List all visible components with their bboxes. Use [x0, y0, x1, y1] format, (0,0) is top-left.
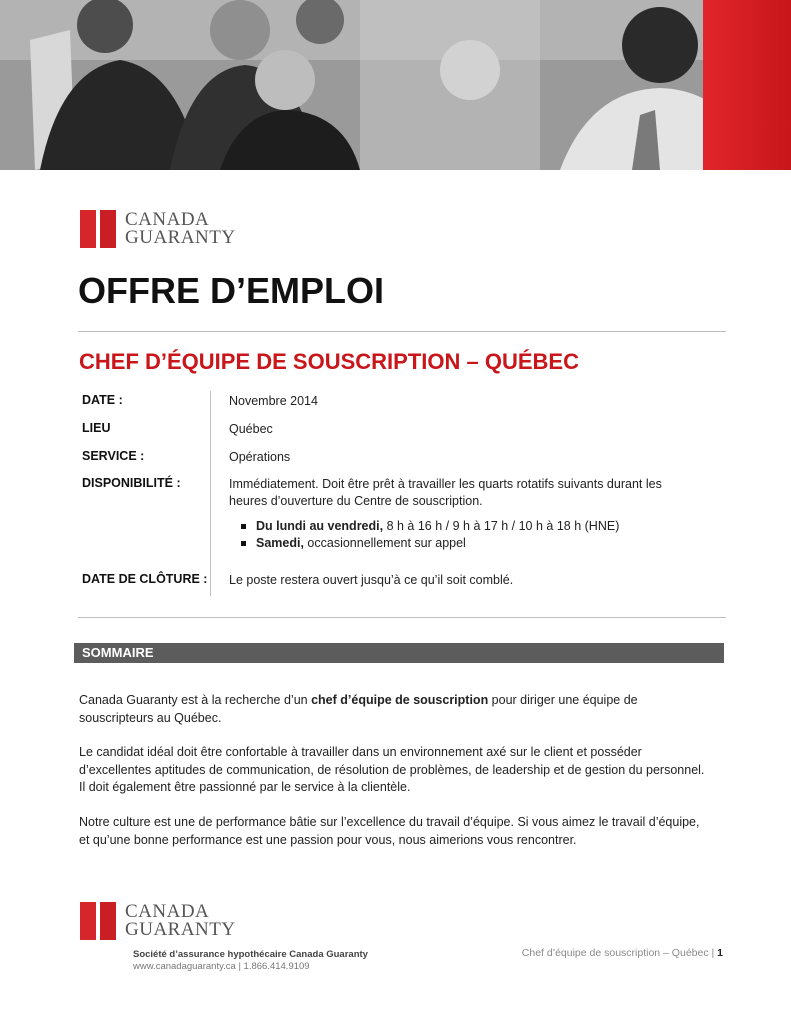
footer-logo-text-line1: CANADA	[125, 901, 210, 922]
schedule-item-weekdays: Du lundi au vendredi, 8 h à 16 h / 9 h à 17 h / 10 h à 18 h (HNE)	[229, 518, 709, 535]
page-title: OFFRE D’EMPLOI	[78, 270, 384, 311]
footer-company-name: Société d’assurance hypothécaire Canada Guaranty	[133, 949, 368, 960]
cloture-value: Le poste restera ouvert jusqu’à ce qu’il soit comblé.	[229, 573, 514, 587]
schedule-item-saturday: Samedi, occasionnellement sur appel	[229, 535, 709, 552]
footer-logo	[80, 902, 236, 940]
service-label: SERVICE :	[82, 449, 145, 463]
section-header-sommaire: SOMMAIRE	[74, 643, 724, 663]
logo-text-line2: GUARANTY	[125, 227, 236, 248]
footer-contact: www.canadaguaranty.ca | 1.866.414.9109	[133, 961, 310, 972]
job-title: CHEF D’ÉQUIPE DE SOUSCRIPTION – QUÉBEC	[79, 349, 579, 374]
lieu-value: Québec	[229, 422, 273, 436]
cloture-label: DATE DE CLÔTURE :	[82, 572, 208, 586]
service-value: Opérations	[229, 450, 291, 464]
logo-mark-icon	[80, 210, 116, 248]
company-logo	[80, 210, 236, 248]
date-label: DATE :	[82, 393, 123, 407]
summary-paragraph-1: Canada Guaranty est à la recherche d’un chef d’équipe de souscription pour diriger une équipe de souscripteurs au Québec.	[79, 693, 638, 725]
footer-page-label: Chef d’équipe de souscription – Québec | 1	[521, 947, 723, 959]
summary-paragraph-3: Notre culture est une de performance bâtie sur l’excellence du travail d’équipe. Si vous aimez le travail d’équipe, et qu’une bonne performance est une passion pour vous, nous aimerions vous rencontrer.	[79, 815, 700, 847]
disponibilite-label: DISPONIBILITÉ :	[82, 476, 181, 490]
footer-logo-mark-icon	[80, 902, 116, 940]
header-photo	[0, 0, 791, 170]
schedule-list	[229, 518, 709, 552]
lieu-label: LIEU	[82, 421, 111, 435]
disponibilite-value: Immédiatement. Doit être prêt à travailler les quarts rotatifs suivants durant les heures d’ouverture du Centre de souscription.	[229, 477, 662, 508]
logo-text-line1: CANADA	[125, 209, 210, 230]
divider-bottom	[78, 617, 726, 618]
divider-top	[78, 331, 726, 332]
office-team-photo-icon	[0, 0, 791, 170]
header-red-strip	[703, 0, 791, 170]
page-number: 1	[717, 947, 723, 959]
summary-paragraph-2: Le candidat idéal doit être confortable à travailler dans un environnement axé sur le client et posséder d’excellentes aptitudes de communication, de résolution de problèmes, de leadership et de gestion du personnel. Il doit également être passionné par le service à la clientèle.	[79, 745, 705, 794]
date-value: Novembre 2014	[229, 394, 318, 408]
footer-logo-text-line2: GUARANTY	[125, 919, 236, 940]
